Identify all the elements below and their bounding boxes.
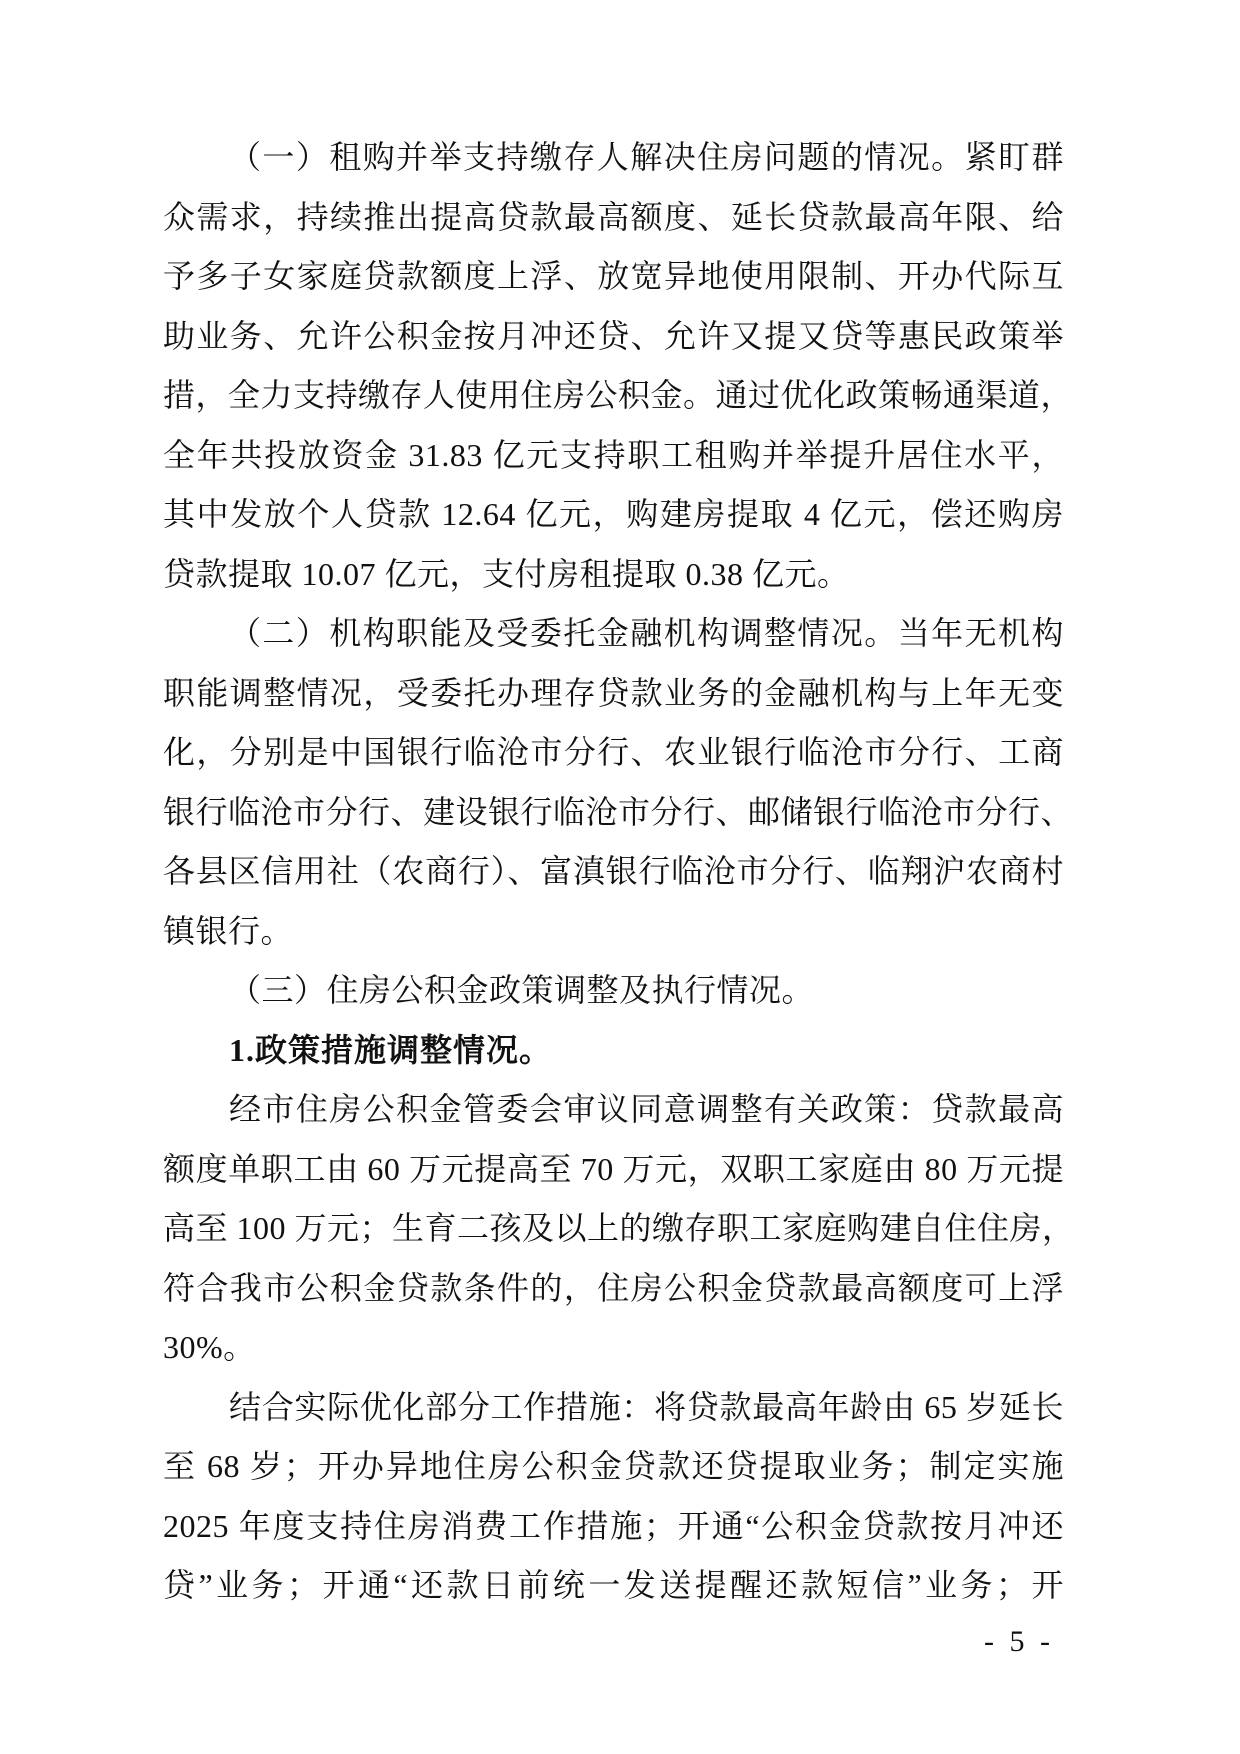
text-line: 予多子女家庭贷款额度上浮、放宽异地使用限制、开办代际互 [163,258,1064,294]
text-line: （一）租购并举支持缴存人解决住房问题的情况。紧盯群 [229,139,1064,175]
text-line: 额度单职工由 60 万元提高至 70 万元，双职工家庭由 80 万元提 [163,1150,1064,1187]
document-body [163,128,1075,1616]
paragraph [163,1080,1075,1378]
subsection-heading: 1.政策措施调整情况。 [229,1031,553,1068]
text-line: 众需求，持续推出提高贷款最高额度、延长贷款最高年限、给 [163,198,1064,235]
text-line: 镇银行。 [163,912,294,949]
text-line: 经市住房公积金管委会审议同意调整有关政策：贷款最高 [229,1091,1064,1127]
text-line: 高至 100 万元；生育二孩及以上的缴存职工家庭购建自住住房， [163,1210,1075,1246]
page-number: - 5 - [984,1625,1054,1658]
text-line: 至 68 岁；开办异地住房公积金贷款还贷提取业务；制定实施 [163,1448,1064,1484]
text-line: 结合实际优化部分工作措施：将贷款最高年龄由 65 岁延长 [229,1388,1064,1425]
text-line: 各县区信用社（农商行）、富滇银行临沧市分行、临翔沪农商村 [163,853,1064,889]
section-heading: （三）住房公积金政策调整及执行情况。 [229,972,815,1008]
paragraph [163,1021,1064,1081]
text-line: 助业务、允许公积金按月冲还贷、允许又提又贷等惠民政策举 [163,317,1064,354]
text-line: 措，全力支持缴存人使用住房公积金。通过优化政策畅通渠道， [163,377,1074,413]
paragraph [163,604,1074,961]
text-line: （二）机构职能及受委托金融机构调整情况。当年无机构 [229,615,1064,651]
text-line: 贷”业务；开通“还款日前统一发送提醒还款短信”业务；开 [163,1567,1064,1603]
text-line: 全年共投放资金 31.83 亿元支持职工租购并举提升居住水平， [163,436,1064,473]
paragraph [163,1378,1064,1616]
paragraph [163,128,1074,604]
text-line: 符合我市公积金贷款条件的，住房公积金贷款最高额度可上浮 [163,1269,1064,1306]
text-line: 职能调整情况，受委托办理存贷款业务的金融机构与上年无变 [163,674,1064,711]
text-line: 30%。 [163,1329,256,1365]
text-line: 化，分别是中国银行临沧市分行、农业银行临沧市分行、工商 [163,734,1064,770]
text-line: 贷款提取 10.07 亿元，支付房租提取 0.38 亿元。 [163,555,850,592]
text-line: 2025 年度支持住房消费工作措施；开通“公积金贷款按月冲还 [163,1507,1064,1544]
paragraph [163,961,1064,1021]
text-line: 银行临沧市分行、建设银行临沧市分行、邮储银行临沧市分行、 [163,793,1074,830]
text-line: 其中发放个人贷款 12.64 亿元，购建房提取 4 亿元，偿还购房 [163,496,1064,532]
